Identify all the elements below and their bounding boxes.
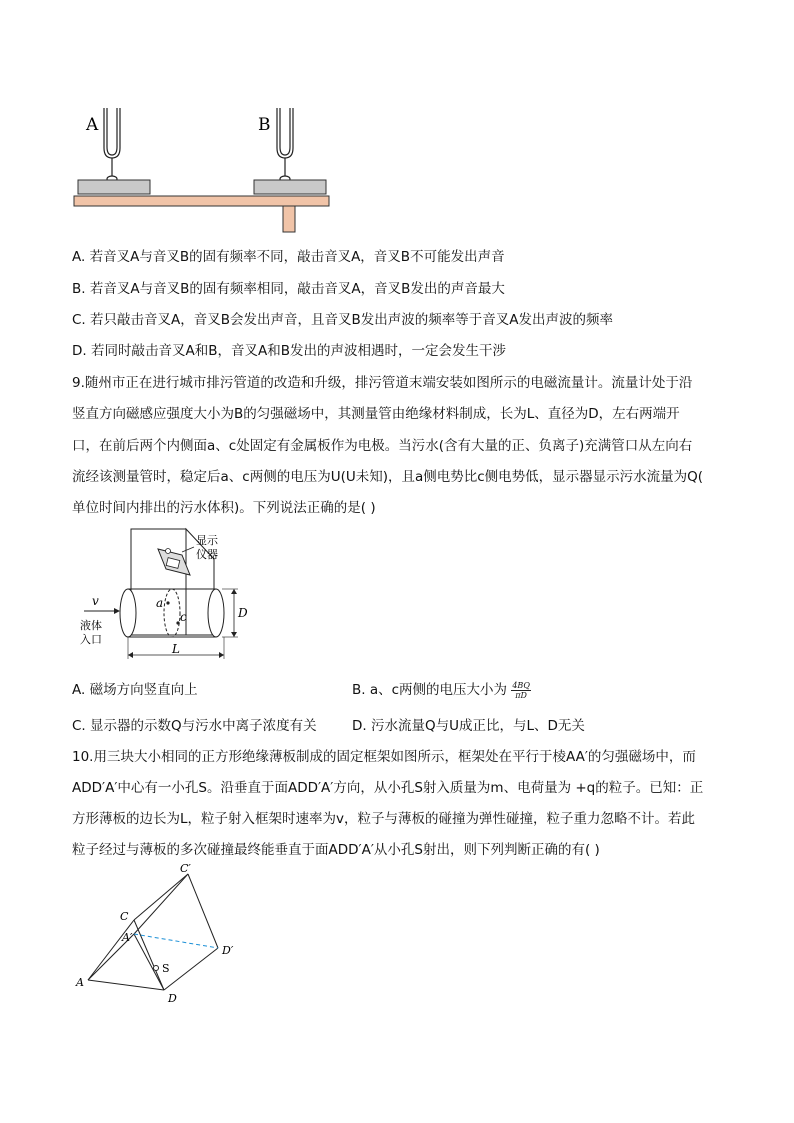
resonance-box-b [254, 180, 326, 194]
q9-stem-line-5: 单位时间内排出的污水体积)。下列说法正确的是( ) [72, 500, 376, 516]
vertex-d: D [168, 992, 177, 1005]
wooden-board [74, 196, 329, 206]
display-label-1: 显示 [196, 534, 218, 547]
q9-option-d: D. 污水流量Q与U成正比，与L、D无关 [352, 718, 585, 734]
fraction-numerator: 4BQ [512, 680, 530, 690]
q10-stem-line-2: ADD′A′中心有一小孔S。沿垂直于面ADD′A′方向，从小孔S射入质量为m、电荷量为 +q的粒子。已知：正 [72, 780, 704, 796]
q8-option-a: A. 若音叉A与音叉B的固有频率不同，敲击音叉A，音叉B不可能发出声音 [72, 249, 505, 265]
tuning-fork-b [277, 108, 293, 182]
q9-stem-line-3: 口，在前后两个内侧面a、c处固定有金属板作为电极。当污水(含有大量的正、负离子)充满管口从左向右 [72, 438, 693, 454]
q10-stem-line-4: 粒子经过与薄板的多次碰撞最终能垂直于面ADD′A′从小孔S射出，则下列判断正确的有( ) [72, 842, 600, 858]
q9-stem-line-4: 流经该测量管时，稳定后a、c两侧的电压为U(U未知)，且a侧电势比c侧电势低，显示器显示污水流量为Q( [72, 469, 704, 485]
prism-frame-figure [70, 862, 250, 1012]
q10-stem-line-3: 方形薄板的边长为L，粒子射入框架时速率为v，粒子与薄板的碰撞为弹性碰撞，粒子重力忽略不计。若此 [72, 811, 696, 827]
label-c: c [180, 610, 187, 624]
flowmeter-figure [76, 527, 256, 667]
label-v: v [92, 594, 99, 608]
electrode-a [166, 601, 169, 604]
q8-option-d: D. 若同时敲击音叉A和B，音叉A和B发出的声波相遇时，一定会发生干涉 [72, 343, 506, 359]
q8-option-c: C. 若只敲击音叉A，音叉B会发出声音，且音叉B发出声波的频率等于音叉A发出声波的频率 [72, 312, 614, 328]
small-hole-s [154, 966, 159, 971]
vertex-a-prime: A′ [122, 931, 133, 944]
display-label-2: 仪器 [196, 548, 218, 561]
liquid-label-1: 液体 [80, 619, 102, 632]
vertex-d-prime: D′ [222, 944, 234, 957]
q8-option-b: B. 若音叉A与音叉B的固有频率相同，敲击音叉A，音叉B发出的声音最大 [72, 281, 505, 297]
vertex-c-prime: C′ [180, 862, 191, 875]
fraction-denominator: πD [515, 690, 527, 700]
mounting-plate [131, 529, 186, 635]
fork-b-label: B [258, 115, 271, 135]
q9-option-b [352, 680, 531, 700]
q9-option-c: C. 显示器的示数Q与污水中离子浓度有关 [72, 718, 317, 734]
resonance-box-a [78, 180, 150, 194]
label-d: D [238, 606, 248, 620]
label-a: a [156, 596, 164, 610]
tuning-fork-figure [70, 100, 340, 235]
label-l: L [172, 642, 180, 656]
hole-label-s: S [162, 962, 170, 975]
board-leg [283, 206, 295, 232]
fork-a-label: A [86, 115, 99, 135]
q10-stem-line-1: 10.用三块大小相同的正方形绝缘薄板制成的固定框架如图所示，框架处在平行于棱AA′的匀强磁场中，而 [72, 749, 696, 765]
vertex-c: C [120, 910, 129, 923]
liquid-label-2: 入口 [80, 633, 102, 646]
q9-stem-line-1: 9.随州市正在进行城市排污管道的改造和升级，排污管道末端安装如图所示的电磁流量计。流量计处于沿 [72, 375, 693, 391]
q9-option-a: A. 磁场方向竖直向上 [72, 682, 198, 698]
vertex-a: A [76, 976, 84, 989]
q9-stem-line-2: 竖直方向磁感应强度大小为B的匀强磁场中，其测量管由绝缘材料制成，长为L、直径为D，左右两端开 [72, 406, 680, 422]
tuning-fork-a [104, 108, 120, 182]
q9-option-b-text: B. a、c两侧的电压大小为 [352, 682, 508, 698]
q9-option-b-fraction [511, 681, 531, 700]
